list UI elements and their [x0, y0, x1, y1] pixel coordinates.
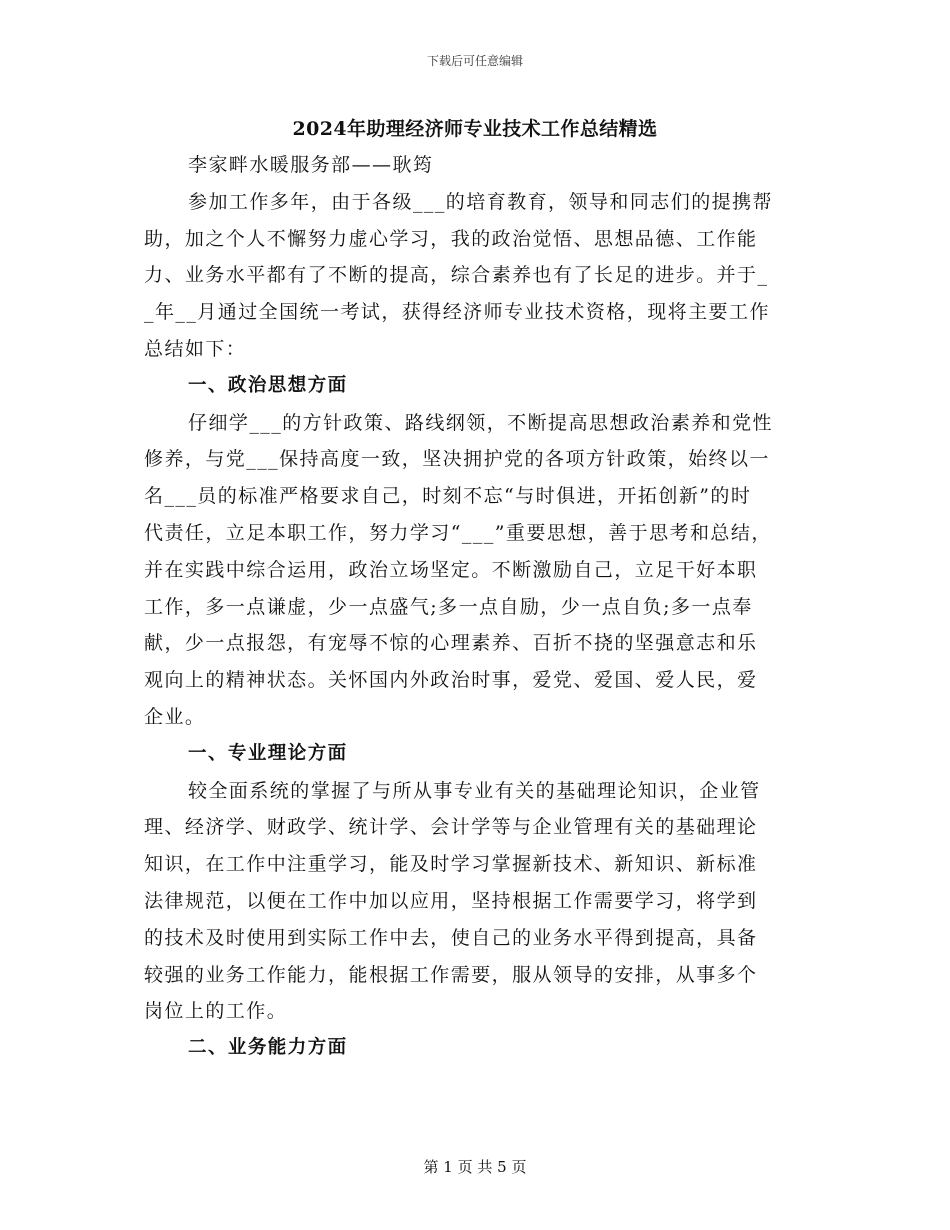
- professional-theory-paragraph-line: 法律规范，以便在工作中加以应用，坚持根据工作需要学习，将学到: [144, 889, 758, 912]
- professional-theory-paragraph-line: 理、经济学、财政学、统计学、会计学等与企业管理有关的基础理论: [144, 816, 758, 839]
- professional-theory-paragraph-line: 知识，在工作中注重学习，能及时学习掌握新技术、新知识、新标准: [144, 853, 758, 876]
- political-thought-paragraph-line: 代责任，立足本职工作，努力学习“___”重要思想，善于思考和总结，: [144, 521, 772, 544]
- section-heading-political-thought: 一、政治思想方面: [188, 374, 348, 396]
- professional-theory-paragraph-line: 的技术及时使用到实际工作中去，使自己的业务水平得到提高，具备: [144, 926, 758, 949]
- page-number: 第 1 页 共 5 页: [423, 1158, 527, 1176]
- document-body: [144, 147, 816, 1067]
- political-thought-paragraph-line: 并在实践中综合运用，政治立场坚定。不断激励自己，立足干好本职: [144, 558, 758, 581]
- author-line: 李家畔水暖服务部——耿筠: [188, 154, 434, 176]
- document-title: 2024年助理经济师专业技术工作总结精选: [292, 118, 658, 140]
- intro-paragraph-line: 参加工作多年，由于各级___的培育教育，领导和同志们的提携帮: [188, 190, 774, 213]
- intro-paragraph-line: 助，加之个人不懈努力虚心学习，我的政治觉悟、思想品德、工作能: [144, 227, 758, 250]
- political-thought-paragraph-line: 名___员的标准严格要求自己，时刻不忘“与时俱进，开拓创新”的时: [144, 485, 752, 508]
- political-thought-paragraph-line: 献，少一点报怨，有宠辱不惊的心理素养、百折不挠的坚强意志和乐: [144, 632, 758, 655]
- political-thought-paragraph-line: 企业。: [144, 705, 206, 728]
- political-thought-paragraph-line: 仔细学___的方针政策、路线纲领，不断提高思想政治素养和党性: [188, 411, 774, 434]
- intro-paragraph-line: _年__月通过全国统一考试，获得经济师专业技术资格，现将主要工作: [144, 301, 770, 324]
- editable-download-note: 下载后可任意编辑: [426, 54, 523, 68]
- political-thought-paragraph-line: 工作，多一点谦虚，少一点盛气;多一点自励，少一点自负;多一点奉: [144, 595, 753, 618]
- professional-theory-paragraph-line: 较全面系统的掌握了与所从事专业有关的基础理论知识，企业管: [188, 779, 761, 802]
- professional-theory-paragraph-line: 较强的业务工作能力，能根据工作需要，服从领导的安排，从事多个: [144, 963, 758, 986]
- political-thought-paragraph-line: 观向上的精神状态。关怀国内外政治时事，爱党、爱国、爱人民，爱: [144, 669, 758, 692]
- section-heading-professional-theory: 一、专业理论方面: [188, 742, 348, 764]
- intro-paragraph-line: 总结如下：: [144, 337, 247, 360]
- section-heading-business-ability: 二、业务能力方面: [188, 1037, 348, 1059]
- intro-paragraph-line: 力、业务水平都有了不断的提高，综合素养也有了长足的进步。并于_: [144, 264, 769, 287]
- professional-theory-paragraph-line: 岗位上的工作。: [144, 1000, 288, 1023]
- political-thought-paragraph-line: 修养，与党___保持高度一致，坚决拥护党的各项方针政策，始终以一: [144, 448, 770, 471]
